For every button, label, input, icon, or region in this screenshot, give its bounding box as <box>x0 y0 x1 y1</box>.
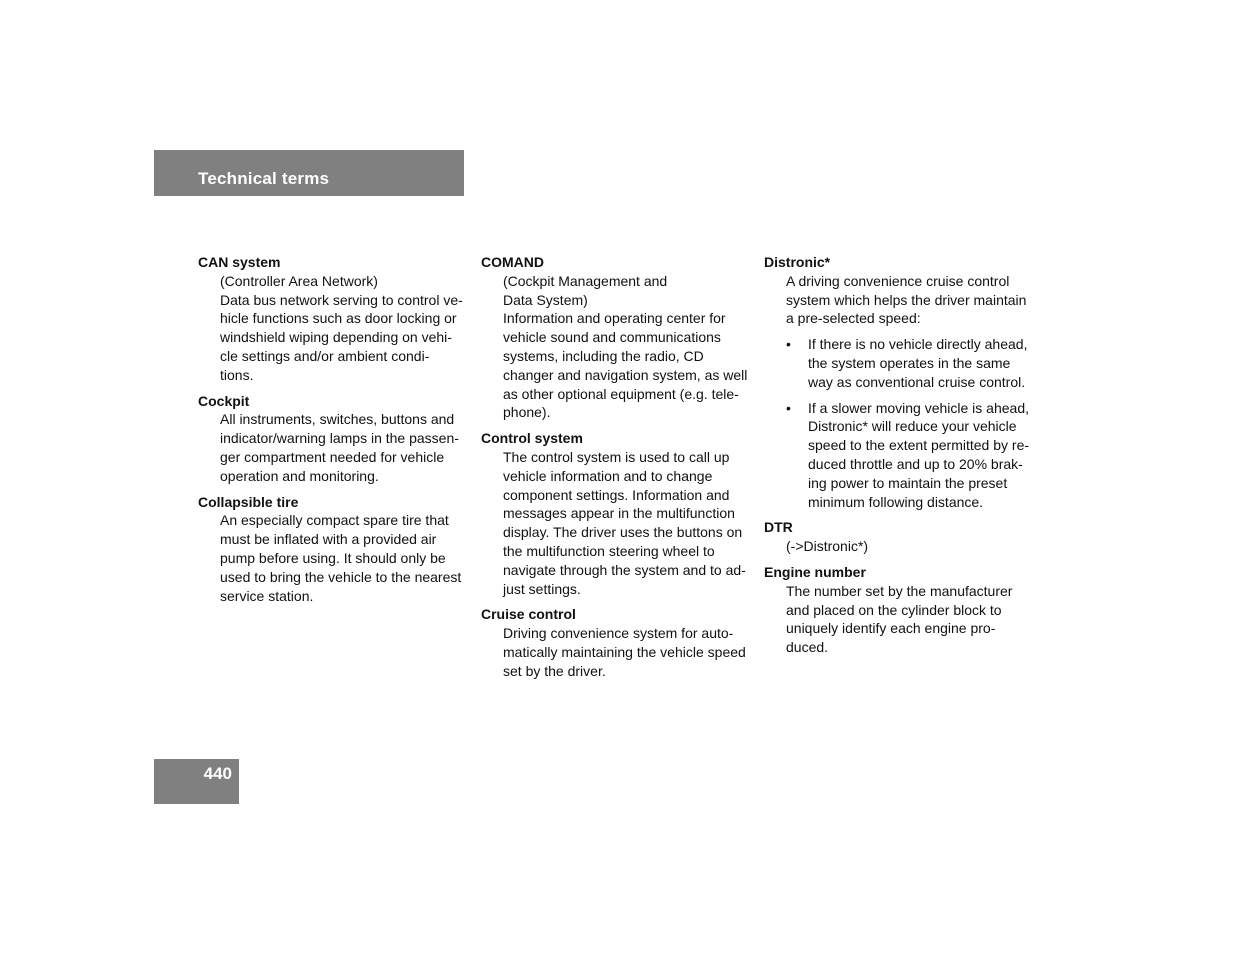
definition-line: cle settings and/or ambient condi- <box>220 347 430 364</box>
definition-line: (Cockpit Management and <box>503 272 668 289</box>
definition-line: navigate through the system and to ad- <box>503 561 746 578</box>
definition-line: pump before using. It should only be <box>220 549 446 566</box>
glossary-definition <box>764 582 1034 657</box>
definition-line: (Controller Area Network) <box>220 272 378 289</box>
definition-line: used to bring the vehicle to the nearest <box>220 568 462 585</box>
definition-line: Data System) <box>503 291 588 308</box>
definition-line: All instruments, switches, buttons and <box>220 411 455 428</box>
glossary-definition <box>481 624 751 680</box>
page-number: 440 <box>203 764 232 783</box>
glossary-entry <box>198 392 468 486</box>
glossary-entry <box>481 253 751 422</box>
definition-line: hicle functions such as door locking or <box>220 310 457 327</box>
definition-line: component settings. Information and <box>503 486 730 503</box>
glossary-entry <box>764 563 1034 657</box>
glossary-term: Engine number <box>764 563 866 580</box>
bullet-line: Distronic* will reduce your vehicle <box>808 418 1017 435</box>
glossary-definition <box>198 511 468 605</box>
definition-line: Driving convenience system for auto- <box>503 625 734 642</box>
glossary-entry <box>481 429 751 598</box>
glossary-entry <box>198 253 468 385</box>
definition-line: messages appear in the multifunction <box>503 505 735 522</box>
glossary-term: Distronic* <box>764 254 831 270</box>
definition-line: just settings. <box>503 580 581 597</box>
glossary-term: DTR <box>764 519 793 536</box>
glossary-definition <box>198 272 468 385</box>
definition-line: system which helps the driver maintain <box>786 291 1027 308</box>
glossary-term: CAN system <box>198 254 281 270</box>
definition-line: vehicle sound and communications <box>503 329 721 346</box>
definition-line: and placed on the cylinder block to <box>786 601 1002 618</box>
definition-line: vehicle information and to change <box>503 467 713 484</box>
bullet-line: • If a slower moving vehicle is ahead, <box>808 399 1029 416</box>
definition-line: the multifunction steering wheel to <box>503 542 715 559</box>
definition-line: Information and operating center for <box>503 310 726 327</box>
glossary-definition <box>764 537 1034 556</box>
definition-line: operation and monitoring. <box>220 467 379 484</box>
page-number-tab <box>154 759 239 804</box>
definition-line: changer and navigation system, as well <box>503 366 748 383</box>
definition-line: windshield wiping depending on vehi- <box>220 329 452 346</box>
definition-line: a pre-selected speed: <box>786 310 921 327</box>
section-header-bar <box>154 150 464 196</box>
bullet-line: way as conventional cruise control. <box>808 373 1026 390</box>
definition-line: (->Distronic*) <box>786 538 869 555</box>
bullet-item <box>764 399 1034 512</box>
bullet-line: • If there is no vehicle directly ahead, <box>808 336 1028 353</box>
glossary-definition <box>198 410 468 485</box>
definition-line: ger compartment needed for vehicle <box>220 448 445 465</box>
definition-line: duced. <box>786 639 829 656</box>
glossary-entry <box>481 605 751 680</box>
glossary-definition <box>481 272 751 422</box>
definition-line: Data bus network serving to control ve- <box>220 291 463 308</box>
bullet-line: duced throttle and up to 20% brak- <box>808 455 1023 472</box>
definition-line: tions. <box>220 366 254 383</box>
definition-line: display. The driver uses the buttons on <box>503 524 743 541</box>
definition-line: must be inflated with a provided air <box>220 531 437 548</box>
bullet-line: the system operates in the same <box>808 354 1011 371</box>
bullet-line: ing power to maintain the preset <box>808 474 1008 491</box>
glossary-term: Control system <box>481 430 583 447</box>
section-title: Technical terms <box>198 169 330 188</box>
bullet-line: speed to the extent permitted by re- <box>808 437 1030 454</box>
glossary-term: COMAND <box>481 254 544 270</box>
glossary-term: Cockpit <box>198 392 250 409</box>
glossary-definition <box>764 272 1034 328</box>
definition-line: uniquely identify each engine pro- <box>786 620 996 637</box>
column-3 <box>764 253 1034 664</box>
definition-line: systems, including the radio, CD <box>503 347 704 364</box>
glossary-term: Cruise control <box>481 606 576 623</box>
column-1 <box>198 253 468 612</box>
glossary-definition <box>481 448 751 598</box>
glossary-entry <box>764 518 1034 556</box>
definition-line: phone). <box>503 404 551 421</box>
bullet-item <box>764 335 1034 391</box>
definition-line: as other optional equipment (e.g. tele- <box>503 385 739 402</box>
definition-line: An especially compact spare tire that <box>220 512 449 529</box>
definition-line: The number set by the manufacturer <box>786 582 1013 599</box>
column-2 <box>481 253 751 688</box>
bullet-list <box>764 335 1034 511</box>
definition-line: service station. <box>220 587 314 604</box>
definition-line: The control system is used to call up <box>503 448 730 465</box>
bullet-line: minimum following distance. <box>808 493 984 510</box>
glossary-entry <box>198 493 468 606</box>
definition-line: indicator/warning lamps in the passen- <box>220 430 459 447</box>
glossary-entry <box>764 253 1034 511</box>
glossary-term: Collapsible tire <box>198 493 299 510</box>
definition-line: A driving convenience cruise control <box>786 272 1010 289</box>
definition-line: set by the driver. <box>503 662 606 679</box>
definition-line: matically maintaining the vehicle speed <box>503 643 746 660</box>
